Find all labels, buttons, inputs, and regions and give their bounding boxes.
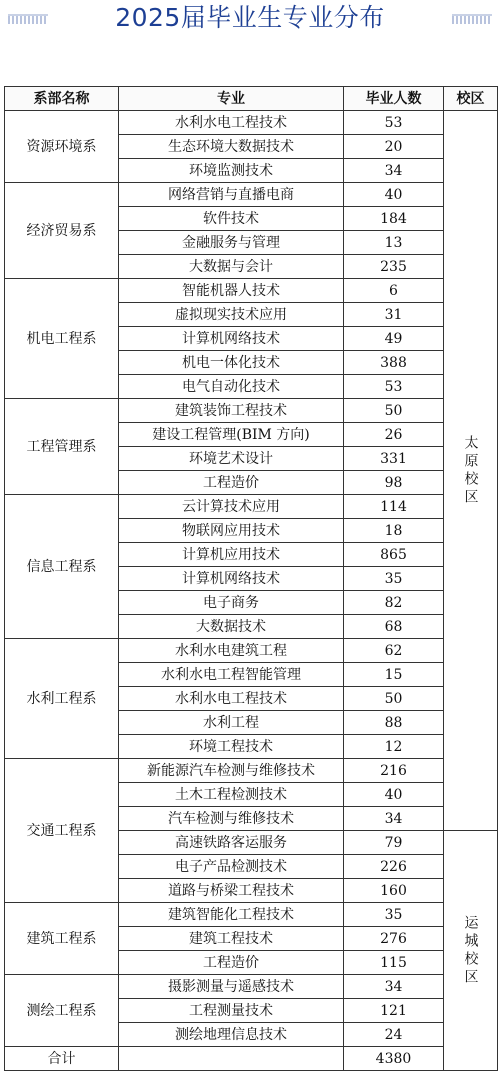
graduate-count: 35: [344, 903, 444, 927]
graduate-count: 49: [344, 327, 444, 351]
graduate-count: 53: [344, 111, 444, 135]
graduate-count: 34: [344, 975, 444, 999]
major-name: 虚拟现实技术应用: [119, 303, 344, 327]
major-name: 大数据技术: [119, 615, 344, 639]
major-name: 道路与桥梁工程技术: [119, 879, 344, 903]
table-row: [5, 495, 498, 519]
graduate-count: 50: [344, 687, 444, 711]
graduate-count: 13: [344, 231, 444, 255]
graduate-count: 15: [344, 663, 444, 687]
table-row: [5, 183, 498, 207]
department-name: 交通工程系: [5, 759, 119, 903]
graduate-count: 160: [344, 879, 444, 903]
graduate-count: 184: [344, 207, 444, 231]
major-name: 高速铁路客运服务: [119, 831, 344, 855]
department-name: 测绘工程系: [5, 975, 119, 1047]
page-title: 2025届毕业生专业分布: [115, 3, 385, 32]
graduate-count: 40: [344, 783, 444, 807]
graduate-count: 20: [344, 135, 444, 159]
header-count: 毕业人数: [344, 87, 444, 111]
major-name: 工程造价: [119, 951, 344, 975]
major-name: 生态环境大数据技术: [119, 135, 344, 159]
major-name: 建筑智能化工程技术: [119, 903, 344, 927]
graduate-count: 53: [344, 375, 444, 399]
department-name: 机电工程系: [5, 279, 119, 399]
table-row: [5, 639, 498, 663]
graduate-count: 216: [344, 759, 444, 783]
major-name: 电子商务: [119, 591, 344, 615]
table-row: [5, 279, 498, 303]
major-name: 智能机器人技术: [119, 279, 344, 303]
major-name: 工程测量技术: [119, 999, 344, 1023]
graduate-count: 12: [344, 735, 444, 759]
graduate-count: 121: [344, 999, 444, 1023]
major-name: 计算机应用技术: [119, 543, 344, 567]
major-name: 电气自动化技术: [119, 375, 344, 399]
graduate-count: 79: [344, 831, 444, 855]
major-name: 计算机网络技术: [119, 567, 344, 591]
graduate-count: 18: [344, 519, 444, 543]
graduate-count: 35: [344, 567, 444, 591]
graduate-count: 98: [344, 471, 444, 495]
department-name: 工程管理系: [5, 399, 119, 495]
header-campus: 校区: [444, 87, 498, 111]
major-name: 水利水电建筑工程: [119, 639, 344, 663]
graduate-count: 68: [344, 615, 444, 639]
department-name: 资源环境系: [5, 111, 119, 183]
major-name: 计算机网络技术: [119, 327, 344, 351]
major-name: 水利水电工程技术: [119, 111, 344, 135]
department-name: 建筑工程系: [5, 903, 119, 975]
campus-name: 太原校区: [444, 111, 498, 831]
table-row: [5, 399, 498, 423]
major-name: 建筑装饰工程技术: [119, 399, 344, 423]
major-name: 物联网应用技术: [119, 519, 344, 543]
major-name: 建设工程管理(BIM 方向): [119, 423, 344, 447]
total-count: 4380: [344, 1047, 444, 1071]
major-name: 摄影测量与遥感技术: [119, 975, 344, 999]
total-row: [5, 1047, 498, 1071]
table-header-row: [5, 87, 498, 111]
major-name: 电子产品检测技术: [119, 855, 344, 879]
major-name: 软件技术: [119, 207, 344, 231]
table-row: [5, 759, 498, 783]
graduate-count: 235: [344, 255, 444, 279]
table-row: [5, 111, 498, 135]
major-name: 环境工程技术: [119, 735, 344, 759]
major-distribution-table: [4, 86, 498, 1071]
major-name: 金融服务与管理: [119, 231, 344, 255]
graduate-count: 26: [344, 423, 444, 447]
major-name: 新能源汽车检测与维修技术: [119, 759, 344, 783]
graduate-count: 62: [344, 639, 444, 663]
table-row: [5, 903, 498, 927]
graduate-count: 82: [344, 591, 444, 615]
graduate-count: 331: [344, 447, 444, 471]
graduate-count: 34: [344, 807, 444, 831]
graduate-count: 114: [344, 495, 444, 519]
major-name: 测绘地理信息技术: [119, 1023, 344, 1047]
major-name: 机电一体化技术: [119, 351, 344, 375]
major-name: 汽车检测与维修技术: [119, 807, 344, 831]
major-name: 工程造价: [119, 471, 344, 495]
department-name: 水利工程系: [5, 639, 119, 759]
graduate-count: 40: [344, 183, 444, 207]
department-name: 经济贸易系: [5, 183, 119, 279]
total-major-empty: [119, 1047, 344, 1071]
graduate-count: 276: [344, 927, 444, 951]
decorative-stripes: [452, 14, 492, 24]
total-label: 合计: [5, 1047, 119, 1071]
department-name: 信息工程系: [5, 495, 119, 639]
table-body: [5, 111, 498, 1071]
graduate-count: 34: [344, 159, 444, 183]
major-name: 建筑工程技术: [119, 927, 344, 951]
major-name: 水利工程: [119, 711, 344, 735]
graduate-count: 88: [344, 711, 444, 735]
major-name: 水利水电工程智能管理: [119, 663, 344, 687]
major-name: 土木工程检测技术: [119, 783, 344, 807]
campus-name: 运城校区: [444, 831, 498, 1071]
graduate-count: 6: [344, 279, 444, 303]
page-header: [0, 0, 500, 36]
major-name: 网络营销与直播电商: [119, 183, 344, 207]
graduate-count: 226: [344, 855, 444, 879]
graduate-count: 865: [344, 543, 444, 567]
major-name: 云计算技术应用: [119, 495, 344, 519]
major-name: 水利水电工程技术: [119, 687, 344, 711]
header-major: 专业: [119, 87, 344, 111]
major-name: 大数据与会计: [119, 255, 344, 279]
major-name: 环境监测技术: [119, 159, 344, 183]
table-row: [5, 975, 498, 999]
graduate-count: 50: [344, 399, 444, 423]
graduate-count: 388: [344, 351, 444, 375]
graduate-count: 24: [344, 1023, 444, 1047]
header-dept: 系部名称: [5, 87, 119, 111]
graduate-count: 115: [344, 951, 444, 975]
graduate-count: 31: [344, 303, 444, 327]
major-name: 环境艺术设计: [119, 447, 344, 471]
